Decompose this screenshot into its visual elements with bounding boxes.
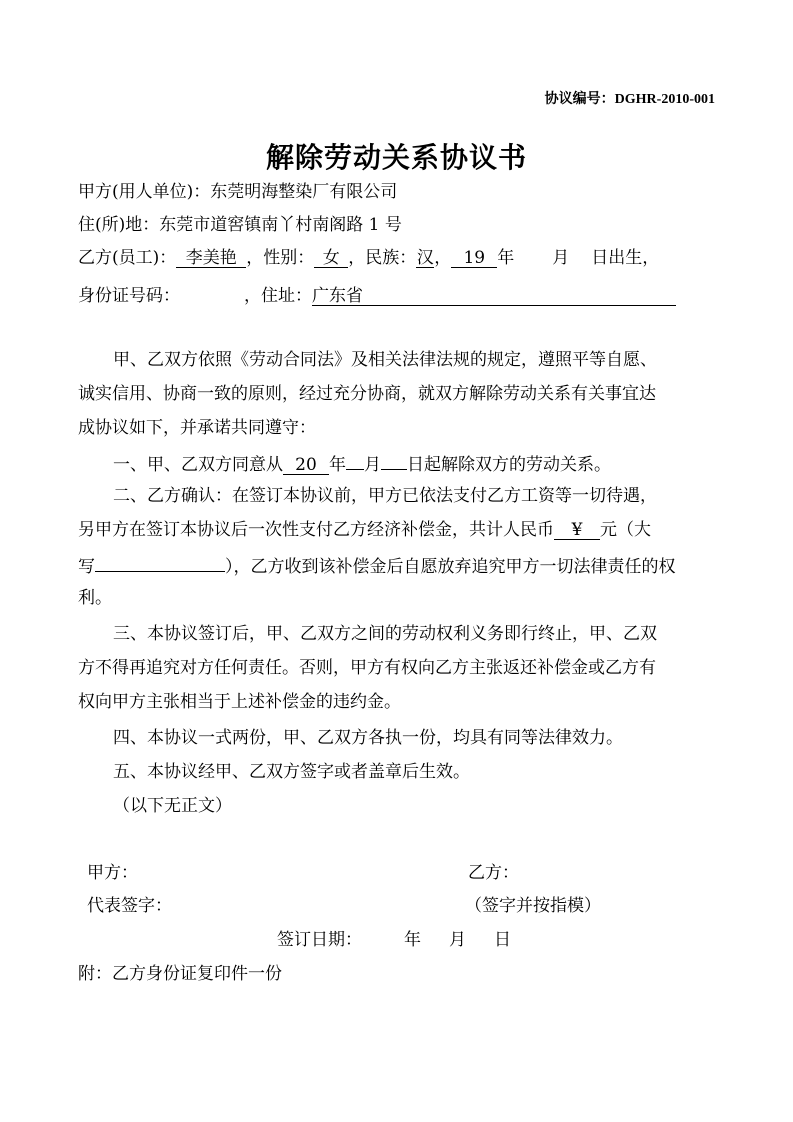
birth-year-field: 19 xyxy=(451,249,497,268)
address-line: 住(所)地：东莞市道窖镇南丫村南阁路 1 号 xyxy=(78,215,402,235)
clause-5: 五、本协议经甲、乙双方签字或者盖章后生效。 xyxy=(113,762,470,782)
party-a-signature-label: 甲方： xyxy=(87,863,138,883)
party-a-line: 甲方(用人单位)：东莞明海整染厂有限公司 xyxy=(78,182,398,202)
party-b-line: 乙方(员工)： 李美艳 ，性别： 女 ，民族：汉， 19 年 月 日出生， xyxy=(78,248,660,268)
clause-2-line-1: 二、乙方确认：在签订本协议前，甲方已依法支付乙方工资等一切待遇， xyxy=(113,486,657,506)
representative-signature-label: 代表签字： xyxy=(87,896,172,916)
clause-2-line-4: 利。 xyxy=(78,588,112,608)
intro-line-3: 成协议如下，并承诺共同遵守： xyxy=(78,418,316,438)
amount-words-field xyxy=(95,553,225,572)
document-title: 解除劳动关系协议书 xyxy=(265,141,527,174)
id-address-line: 身份证号码： ，住址：广东省 xyxy=(78,283,676,307)
c1-day-field xyxy=(381,451,407,470)
gender-field: 女 xyxy=(314,249,348,268)
clause-3-line-1: 三、本协议签订后，甲、乙双方之间的劳动权利义务即行终止，甲、乙双 xyxy=(113,624,657,644)
id-number-field xyxy=(180,283,244,301)
clause-1: 一、甲、乙双方同意从 20 年 月 日起解除双方的劳动关系。 xyxy=(113,451,611,476)
party-b-name-field: 李美艳 xyxy=(176,249,246,268)
amount-field: ¥ xyxy=(554,521,600,540)
address-value: 东莞市道窖镇南丫村南阁路 1 号 xyxy=(159,215,402,235)
end-note: （以下无正文） xyxy=(113,796,232,816)
c1-year-field: 20 xyxy=(283,456,329,475)
fingerprint-note: （签字并按指模） xyxy=(465,896,601,916)
clause-2-line-2: 另甲方在签订本协议后一次性支付乙方经济补偿金，共计人民币 ¥ 元（大 xyxy=(78,520,651,540)
attachment-note: 附：乙方身份证复印件一份 xyxy=(78,964,282,984)
clause-2-line-3: 写 ），乙方收到该补偿金后自愿放弃追究甲方一切法律责任的权 xyxy=(78,553,676,578)
residence-field: 广东省 xyxy=(312,287,676,306)
intro-line-2: 诚实信用、协商一致的原则，经过充分协商，就双方解除劳动关系有关事宜达 xyxy=(78,384,656,404)
party-a-name: 东莞明海整染厂有限公司 xyxy=(210,182,398,202)
agreement-number: 协议编号：DGHR-2010-001 xyxy=(544,92,715,107)
clause-4: 四、本协议一式两份，甲、乙双方各执一份，均具有同等法律效力。 xyxy=(113,728,623,748)
signing-date-line: 签订日期： 年 月 日 xyxy=(277,930,511,950)
clause-3-line-2: 方不得再追究对方任何责任。否则，甲方有权向乙方主张返还补偿金或乙方有 xyxy=(78,658,656,678)
clause-3-line-3: 权向甲方主张相当于上述补偿金的违约金。 xyxy=(78,692,401,712)
party-b-signature-label: 乙方： xyxy=(468,863,519,883)
c1-month-field xyxy=(346,451,364,470)
ethnicity-field: 汉 xyxy=(416,248,434,268)
intro-line-1: 甲、乙双方依照《劳动合同法》及相关法律法规的规定，遵照平等自愿、 xyxy=(113,350,657,370)
